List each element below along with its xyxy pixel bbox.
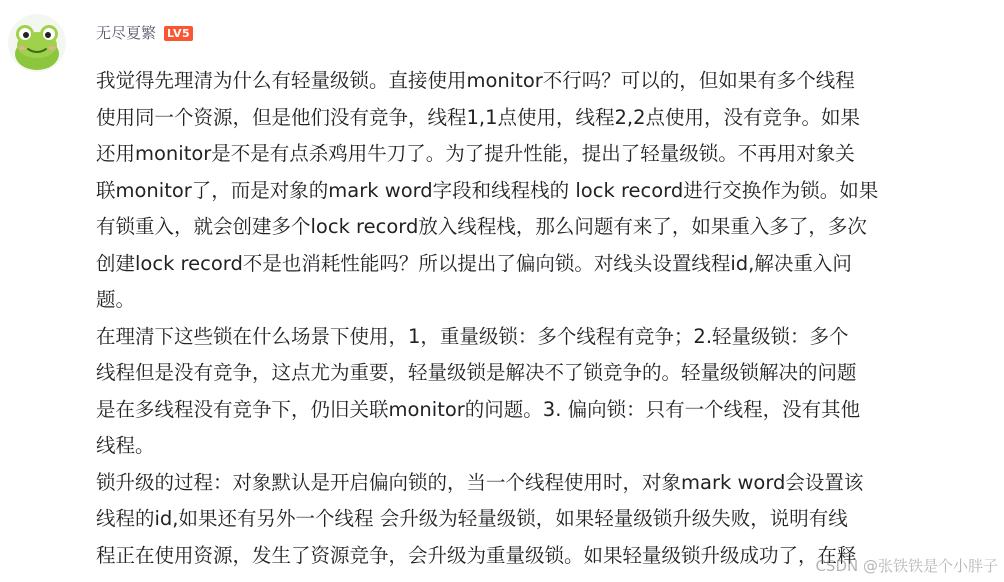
comment-line: 线程的id,如果还有另外一个线程 会升级为轻量级锁，如果轻量级锁升级失败，说明有线 (96, 507, 848, 530)
level-badge: LV5 (164, 26, 193, 41)
comment-line: 创建lock record不是也消耗性能吗？所以提出了偏向锁。对线头设置线程id,解决重入问 (96, 251, 852, 275)
comment-line: 程正在使用资源，发生了资源竞争，会升级为重量级锁。如果轻量级锁升级成功了，在释 (96, 543, 857, 567)
comment-line: 在理清下这些锁在什么场景下使用，1，重量级锁：多个线程有竞争；2.轻量级锁：多个 (96, 324, 849, 348)
comment-line: 有锁重入，就会创建多个lock record放入线程栈，那么问题有来了，如果重入多了，多次 (96, 215, 867, 238)
comment-line: 我觉得先理清为什么有轻量级锁。直接使用monitor不行吗？可以的，但如果有多个线程 (96, 69, 855, 92)
comment-line: 联monitor了，而是对象的mark word字段和线程栈的 lock record进行交换作为锁。如果 (96, 178, 879, 202)
comment-text (96, 63, 980, 574)
comment-line: 还用monitor是不是有点杀鸡用牛刀了。为了提升性能，提出了轻量级锁。不再用对象关 (96, 142, 855, 165)
author-name[interactable]: 无尽夏繁 (96, 24, 157, 42)
author-row (96, 22, 193, 44)
comment-line: 线程。 (96, 434, 155, 457)
comment-line: 题。 (96, 288, 136, 311)
frog-avatar-icon (8, 14, 66, 72)
csdn-watermark: CSDN @张铁铁是个小胖子 (815, 557, 998, 575)
comment-line: 线程但是没有竞争，这点尤为重要，轻量级锁是解决不了锁竞争的。轻量级锁解决的问题 (96, 361, 857, 384)
author-avatar[interactable] (8, 14, 66, 72)
comment-line: 锁升级的过程：对象默认是开启偏向锁的，当一个线程使用时，对象mark word会设置该 (96, 470, 864, 494)
comment-line: 是在多线程没有竞争下，仍旧关联monitor的问题。3. 偏向锁：只有一个线程，没有其他 (96, 397, 861, 421)
comment-line: 使用同一个资源，但是他们没有竞争，线程1,1点使用，线程2,2点使用，没有竞争。如果 (96, 105, 861, 129)
